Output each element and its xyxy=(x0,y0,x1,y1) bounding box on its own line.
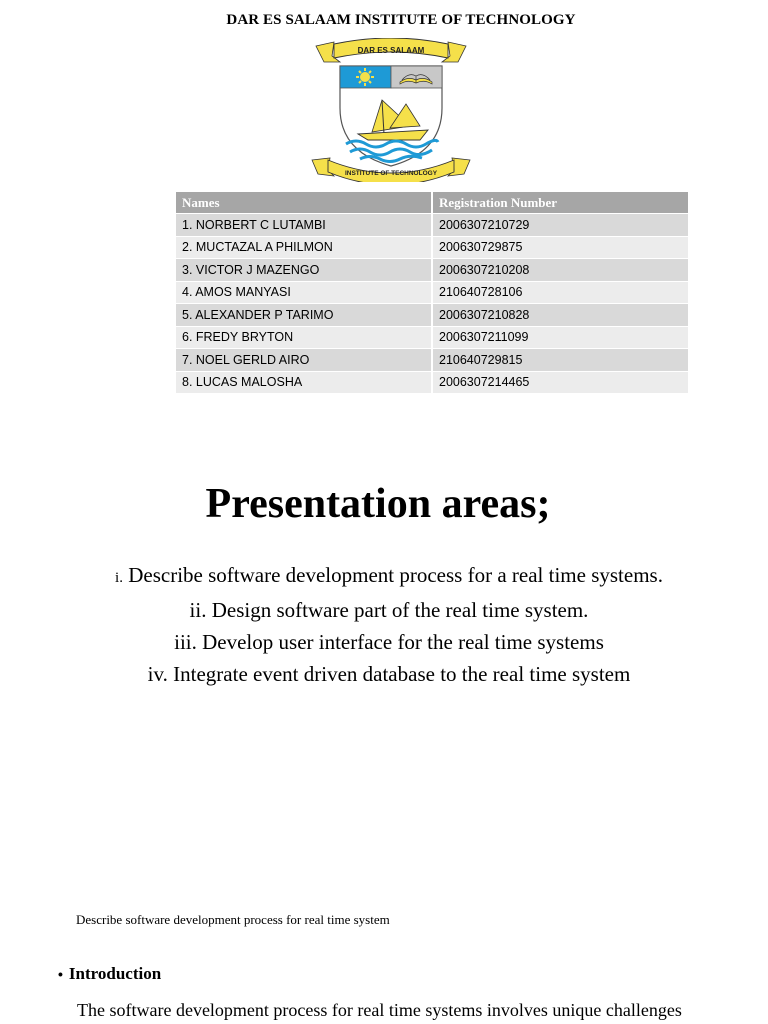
members-table xyxy=(176,192,688,393)
logo-top-ribbon xyxy=(316,38,466,62)
logo-bottom-banner-text: INSTITUTE OF TECHNOLOGY xyxy=(344,170,438,177)
logo-shield xyxy=(340,66,442,166)
section-caption: Describe software development process for real time system xyxy=(76,912,390,927)
list-item xyxy=(0,626,768,658)
table-row xyxy=(176,281,688,304)
introduction-paragraph: The software development process for real time systems involves unique challenges xyxy=(77,1000,682,1020)
member-registration: 2006307214465 xyxy=(432,371,688,393)
institute-title: DAR ES SALAAM INSTITUTE OF TECHNOLOGY xyxy=(226,12,576,28)
member-name: 7. NOEL GERLD AIRO xyxy=(176,349,432,372)
member-name: 6. FREDY BRYTON xyxy=(176,326,432,349)
list-item-number: iii. xyxy=(174,630,197,654)
list-item-text: Describe software development process for a real time systems. xyxy=(128,563,663,587)
member-registration: 210640728106 xyxy=(432,281,688,304)
list-item-text: Integrate event driven database to the real time system xyxy=(173,662,631,686)
list-item-number: iv. xyxy=(147,662,168,686)
presentation-heading: Presentation areas; xyxy=(205,481,551,527)
list-item-text: Design software part of the real time system. xyxy=(211,598,589,622)
table-row xyxy=(176,349,688,372)
presentation-areas-list xyxy=(0,559,768,690)
list-item xyxy=(0,658,768,690)
logo-top-banner-text: DAR ES SALAAM xyxy=(357,46,425,55)
table-row xyxy=(176,214,688,237)
member-registration: 2006307210208 xyxy=(432,259,688,282)
list-item-number: ii. xyxy=(189,598,207,622)
institute-logo xyxy=(310,38,472,182)
table-row xyxy=(176,259,688,282)
list-item xyxy=(0,594,768,626)
member-name: 4. AMOS MANYASI xyxy=(176,281,432,304)
member-name: 8. LUCAS MALOSHA xyxy=(176,371,432,393)
table-row xyxy=(176,236,688,259)
member-name: 5. ALEXANDER P TARIMO xyxy=(176,304,432,327)
table-row xyxy=(176,304,688,327)
table-header-row xyxy=(176,192,688,214)
member-registration: 2006307210828 xyxy=(432,304,688,327)
list-item xyxy=(0,559,768,594)
member-registration: 210640729815 xyxy=(432,349,688,372)
member-name: 2. MUCTAZAL A PHILMON xyxy=(176,236,432,259)
introduction-heading-text: Introduction xyxy=(68,964,162,983)
table-row xyxy=(176,371,688,393)
member-name: 3. VICTOR J MAZENGO xyxy=(176,259,432,282)
column-header-names: Names xyxy=(176,192,432,214)
member-name: 1. NORBERT C LUTAMBI xyxy=(176,214,432,237)
member-registration: 2006307210729 xyxy=(432,214,688,237)
list-item-text: Develop user interface for the real time systems xyxy=(202,630,604,654)
table-row xyxy=(176,326,688,349)
list-item-number: i. xyxy=(115,570,123,586)
bullet-icon: • xyxy=(58,966,63,982)
column-header-registration: Registration Number xyxy=(432,192,688,214)
member-registration: 2006307211099 xyxy=(432,326,688,349)
introduction-heading xyxy=(58,964,161,984)
member-registration: 200630729875 xyxy=(432,236,688,259)
